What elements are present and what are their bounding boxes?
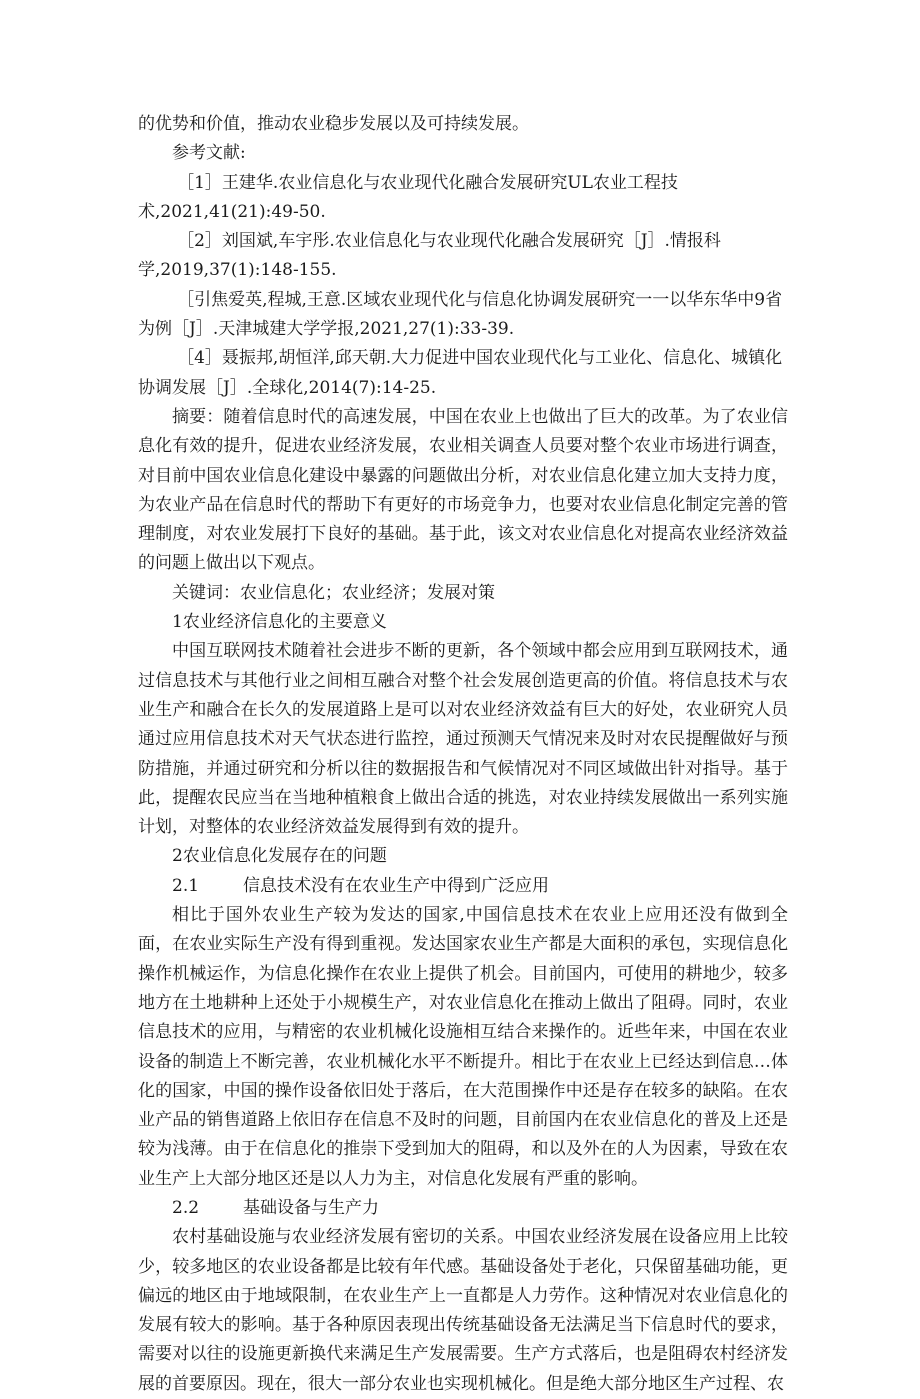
reference-item-3: ［引焦爱英,程城,王意.区域农业现代化与信息化协调发展研究一一以华东华中9省为例［J］.天津城建大学学报,2021,27(1):33-39.: [138, 289, 783, 340]
section-2-2-title: 基础设备与生产力: [243, 1197, 380, 1218]
section-2-1-number: 2.1: [172, 875, 200, 896]
reference-item-2: ［2］刘国斌,车宇彤.农业信息化与农业现代化融合发展研究［J］.情报科学,2019,37(1):148-155.: [138, 231, 721, 281]
section-2-2-body: 农村基础设施与农业经济发展有密切的关系。中国农业经济发展在设备应用上比较少，较多地区的农业设备都是比较有年代感。基础设备处于老化，只保留基础功能，更偏远的地区由于地域限制，在农业生产上一直都是人力劳作。这种情况对农业信息化的发展有较大的影响。基于各种原因表现出传统基础设备无法满足当下信息时代的要求，需要对以往的设施更新换代来满足生产发展需要。生产方式落后，也是阻碍农村经济发展的首要原因。现在，很大一部分农业也实现机械化。但是绝大部分地区生产过程、农: [138, 1227, 788, 1394]
section-2-title: 2农业信息化发展存在的问题: [172, 846, 387, 867]
keywords-line: 关键词：农业信息化；农业经济；发展对策: [172, 582, 495, 603]
section-2-1-heading: [138, 872, 788, 901]
section-2-2-number: 2.2: [172, 1197, 200, 1218]
section-2-1-title: 信息技术没有在农业生产中得到广泛应用: [243, 875, 550, 896]
section-1-body: 中国互联网技术随着社会进步不断的更新，各个领域中都会应用到互联网技术，通过信息技术与其他行业之间相互融合对整个社会发展创造更高的价值。将信息技术与农业生产和融合在长久的发展道路上是可以对农业经济效益有巨大的好处，农业研究人员通过应用信息技术对天气状态进行监控，通过预测天气情况来及时对农民提醒做好与预防措施，并通过研究和分析以往的数据报告和气候情况对不同区域做出针对指导。基于此，提醒农民应当在当地种植粮食上做出合适的挑选，对农业持续发展做出一系列实施计划，对整体的农业经济效益发展得到有效的提升。: [138, 641, 788, 838]
document-body: [138, 110, 788, 1399]
references-heading: 参考文献:: [172, 143, 246, 164]
section-2-2-heading: [138, 1194, 788, 1223]
reference-item-1: ［1］王建华.农业信息化与农业现代化融合发展研究UL农业工程技术,2021,41(21):49-50.: [138, 172, 678, 222]
reference-item-4: ［4］聂振邦,胡恒洋,邱天朝.大力促进中国农业现代化与工业化、信息化、城镇化协调发展［J］.全球化,2014(7):14-25.: [138, 348, 783, 398]
abstract-paragraph: 摘要：随着信息时代的高速发展，中国在农业上也做出了巨大的改革。为了农业信息化有效的提升，促进农业经济发展，农业相关调查人员要对整个农业市场进行调查，对目前中国农业信息化建设中暴露的问题做出分析，对农业信息化建立加大支持力度，为农业产品在信息时代的帮助下有更好的市场竞争力，也要对农业信息化制定完善的管理制度，对农业发展打下良好的基础。基于此，该文对农业信息化对提高农业经济效益的问题上做出以下观点。: [138, 406, 788, 574]
section-2-1-body: 相比于国外农业生产较为发达的国家,中国信息技术在农业上应用还没有做到全面，在农业实际生产没有得到重视。发达国家农业生产都是大面积的承包，实现信息化操作机械运作，为信息化操作在农业上提供了机会。目前国内，可使用的耕地少，较多地方在土地耕种上还处于小规模生产，对农业信息化在推动上做出了阻碍。同时，农业信息技术的应用，与精密的农业机械化设施相互结合来操作的。近些年来，中国在农业设备的制造上不断完善，农业机械化水平不断提升。相比于在农业上已经达到信息…体化的国家，中国的操作设备依旧处于落后，在大范围操作中还是存在较多的缺陷。在农业产品的销售道路上依旧存在信息不及时的问题，目前国内在农业信息化的普及上还是较为浅薄。由于在信息化的推崇下受到加大的阻碍，和以及外在的人为因素，导致在农业生产上大部分地区还是以人力为主，对信息化发展有严重的影响。: [138, 905, 788, 1189]
section-1-title: 1农业经济信息化的主要意义: [172, 612, 387, 633]
intro-tail-paragraph: 的优势和价值，推动农业稳步发展以及可持续发展。: [138, 114, 529, 134]
